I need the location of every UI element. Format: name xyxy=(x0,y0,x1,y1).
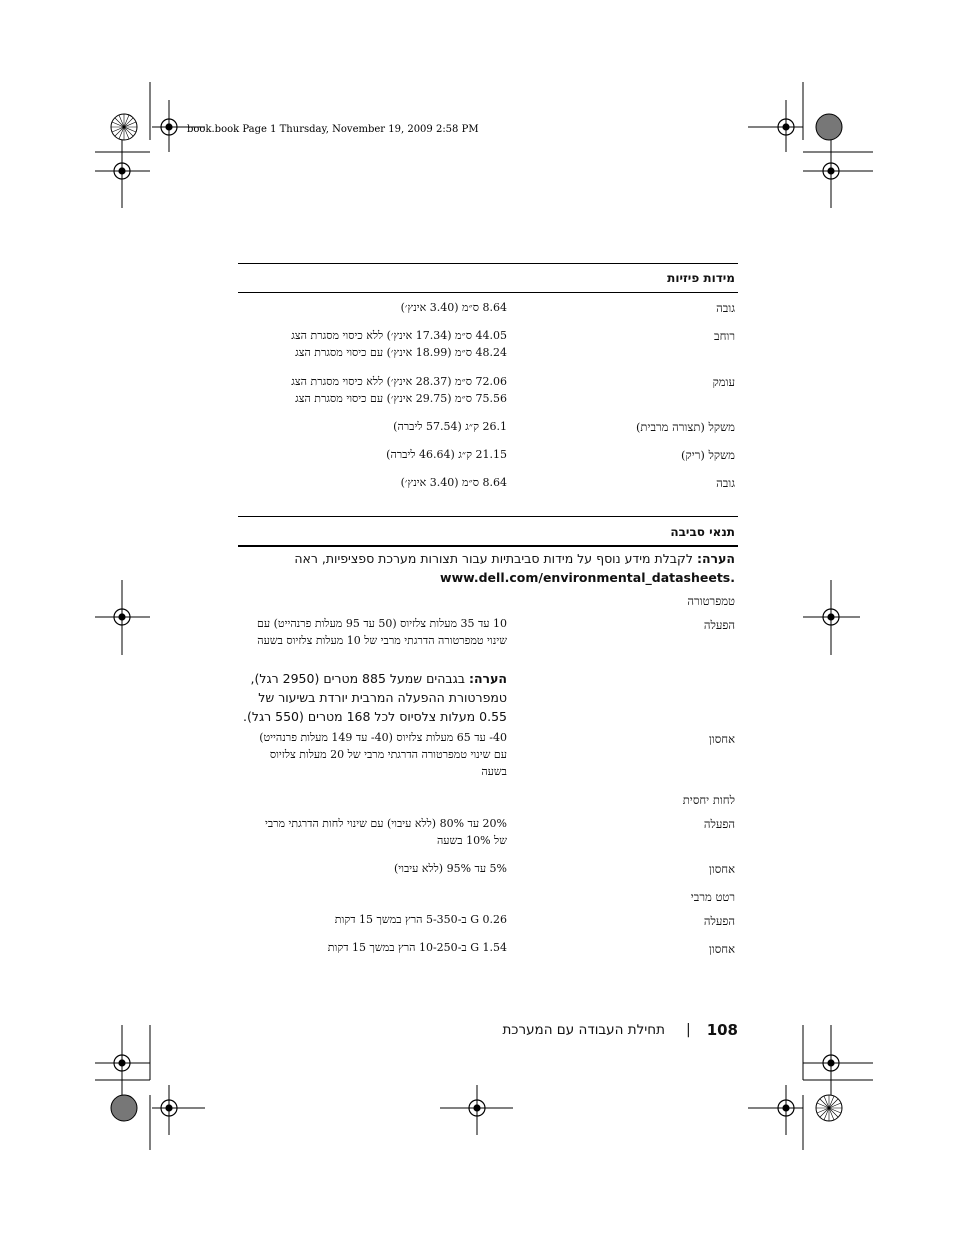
env-rule-top xyxy=(238,516,738,517)
row-value-width-2: 48.24 ס״מ (18.99 אינץ׳) עם כיסוי מסגרת הצג xyxy=(295,346,507,359)
page-number: 108 xyxy=(706,1021,738,1039)
row-value-height: 8.64 ס״מ (3.40 אינץ׳) xyxy=(400,301,507,314)
temperature-note-text: בגבהים שמעל 885 מטרים (2950 רגל), טמפרטורת ההפעלה המרבית יורדת בשיעור של 0.55 מעלות צלסיוס לכל 168 מטרים (550 רגל). xyxy=(243,671,507,724)
temperature-label: טמפרטורה xyxy=(687,594,735,608)
row-label-depth: עומק xyxy=(712,375,735,389)
temperature-operating-value: 10 עד 35 מעלות צלזיוס (50 עד 95 מעלות פרנהייט) עם שינוי טמפרטורה הדרגתי מרבי של 10 מעלות צלזיוס בשעה xyxy=(257,617,507,647)
humidity-storage-label: אחסון xyxy=(708,862,735,876)
row-value-weight-empty: 21.15 ק״ג (46.64 ליברה) xyxy=(386,448,507,461)
humidity-label: לחות יחסית xyxy=(682,793,735,807)
physical-section-title: מידות פיזיות xyxy=(667,271,735,285)
temperature-storage-value: 40- עד 65 מעלות צלזיוס (40- עד 149 מעלות פרנהייט) עם שינוי טמפרטורה הדרגתי מרבי של 20 מעלות צלזיוס בשעה xyxy=(259,731,507,778)
humidity-operating-value: 20% עד 80% (ללא עיבוי) עם שינוי לחות הדרגתי מרבי של 10% בשעה xyxy=(264,817,507,847)
temperature-operating-note xyxy=(237,669,507,726)
row-value-height-2: 8.64 ס״מ (3.40 אינץ׳) xyxy=(400,476,507,489)
vibration-operating-label: הפעלה xyxy=(703,914,735,928)
vibration-operating-value: 0.26 G ב-5-350 הרץ במשך 15 דקות xyxy=(334,913,507,926)
humidity-storage-value: 5% עד 95% (ללא עיבוי) xyxy=(394,862,507,875)
row-label-height-2: גובה xyxy=(716,476,735,490)
temperature-operating-label: הפעלה xyxy=(703,618,735,632)
row-value-depth-2: 75.56 ס״מ (29.75 אינץ׳) עם כיסוי מסגרת הצג xyxy=(295,392,507,405)
note-label: הערה: xyxy=(696,551,735,566)
row-label-width: רוחב xyxy=(714,329,735,343)
row-value-width-1: 44.05 ס״מ (17.34 אינץ׳) ללא כיסוי מסגרת הצג xyxy=(291,329,507,342)
section-rule-bottom xyxy=(238,292,738,293)
temperature-storage-label: אחסון xyxy=(708,732,735,746)
vibration-label: רטט מרבי xyxy=(690,890,735,904)
environment-section-title: תנאי סביבה xyxy=(670,525,735,539)
print-stamp: book.book Page 1 Thursday, November 19, 2009 2:58 PM xyxy=(187,124,479,135)
row-label-weight-empty: משקל (ריק) xyxy=(681,448,735,462)
row-label-weight-max: משקל (תצורה מרבית) xyxy=(635,420,735,434)
row-label-height: גובה xyxy=(716,301,735,315)
note-text: לקבלת מידע נוסף על מידות סביבתיות עבור תצורות מערכת ספציפיות, ראה xyxy=(294,551,697,566)
humidity-operating-label: הפעלה xyxy=(703,817,735,831)
environment-note xyxy=(235,549,735,587)
section-rule-top xyxy=(238,263,738,264)
vibration-storage-value: 1.54 G ב-10-250 הרץ במשך 15 דקות xyxy=(327,941,507,954)
env-rule-bottom xyxy=(238,545,738,547)
footer-separator: | xyxy=(686,1022,691,1038)
footer-title: תחילת העבודה עם המערכת xyxy=(502,1022,665,1038)
row-value-weight-max: 26.1 ק״ג (57.54 ליברה) xyxy=(393,420,507,433)
row-value-depth-1: 72.06 ס״מ (28.37 אינץ׳) ללא כיסוי מסגרת הצג xyxy=(291,375,507,388)
note-link[interactable]: www.dell.com/environmental_datasheets. xyxy=(440,570,735,585)
temperature-note-label: הערה: xyxy=(468,671,507,686)
vibration-storage-label: אחסון xyxy=(708,942,735,956)
